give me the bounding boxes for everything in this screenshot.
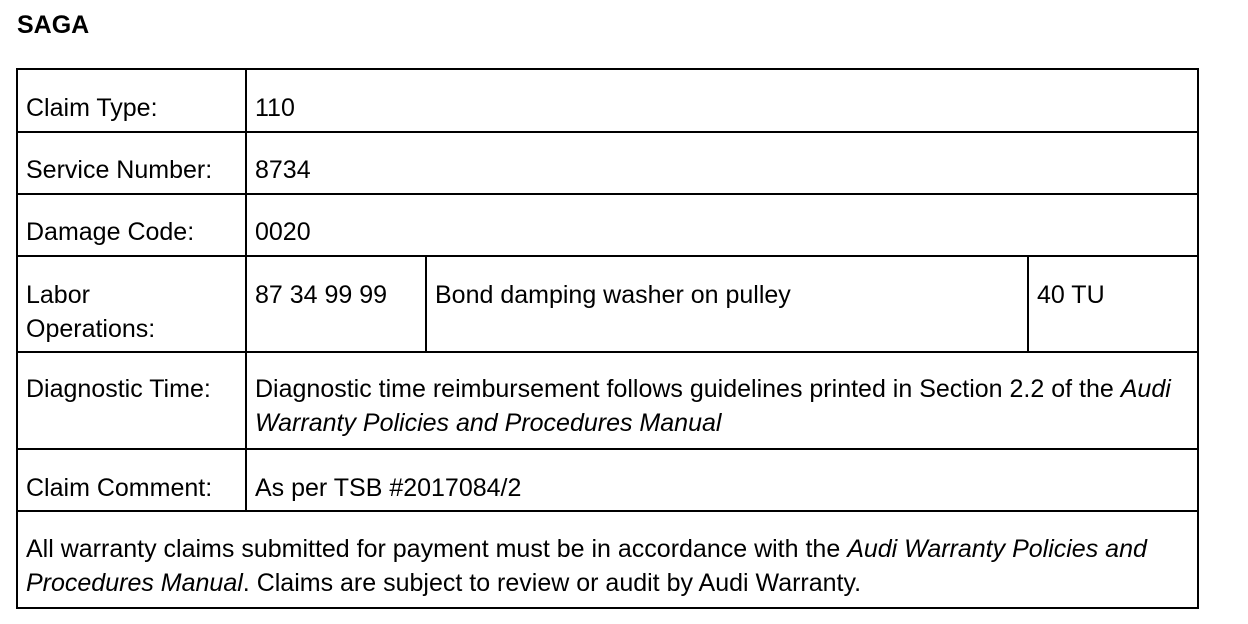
- claim-type-value: 110: [246, 69, 1198, 132]
- diagnostic-time-label: Diagnostic Time:: [17, 352, 246, 449]
- claim-type-label: Claim Type:: [17, 69, 246, 132]
- footer-text-after: . Claims are subject to review or audit by Audi Warranty.: [242, 569, 862, 597]
- labor-operations-label-line1: Labor: [26, 281, 90, 309]
- damage-code-row: [17, 194, 1198, 256]
- warranty-claim-table: [16, 68, 1199, 609]
- diagnostic-time-row: [17, 352, 1198, 449]
- claim-comment-row: [17, 449, 1198, 511]
- diagnostic-time-value: [246, 352, 1198, 449]
- labor-operation-time: 40 TU: [1028, 256, 1198, 352]
- labor-operations-label-line2: Operations:: [26, 315, 156, 343]
- footer-row: [17, 511, 1198, 608]
- footer-manual-title: Audi Warranty Policies and Procedures Manual: [26, 535, 1147, 597]
- service-number-label: Service Number:: [17, 132, 246, 194]
- diagnostic-time-text: Diagnostic time reimbursement follows guidelines printed in Section 2.2 of the: [255, 375, 1121, 403]
- document-title: SAGA: [17, 11, 90, 39]
- damage-code-label: Damage Code:: [17, 194, 246, 256]
- labor-operations-row: [17, 256, 1198, 352]
- labor-operations-label: [17, 256, 246, 352]
- service-number-value: 8734: [246, 132, 1198, 194]
- footer-note: [17, 511, 1198, 608]
- labor-operation-code: 87 34 99 99: [246, 256, 426, 352]
- diagnostic-time-manual-title: Audi Warranty Policies and Procedures Manual: [255, 375, 1171, 437]
- claim-type-row: [17, 69, 1198, 132]
- footer-text-before: All warranty claims submitted for payment must be in accordance with the: [26, 535, 848, 563]
- claim-comment-value: As per TSB #2017084/2: [246, 449, 1198, 511]
- service-number-row: [17, 132, 1198, 194]
- claim-comment-label: Claim Comment:: [17, 449, 246, 511]
- damage-code-value: 0020: [246, 194, 1198, 256]
- labor-operation-description: Bond damping washer on pulley: [426, 256, 1028, 352]
